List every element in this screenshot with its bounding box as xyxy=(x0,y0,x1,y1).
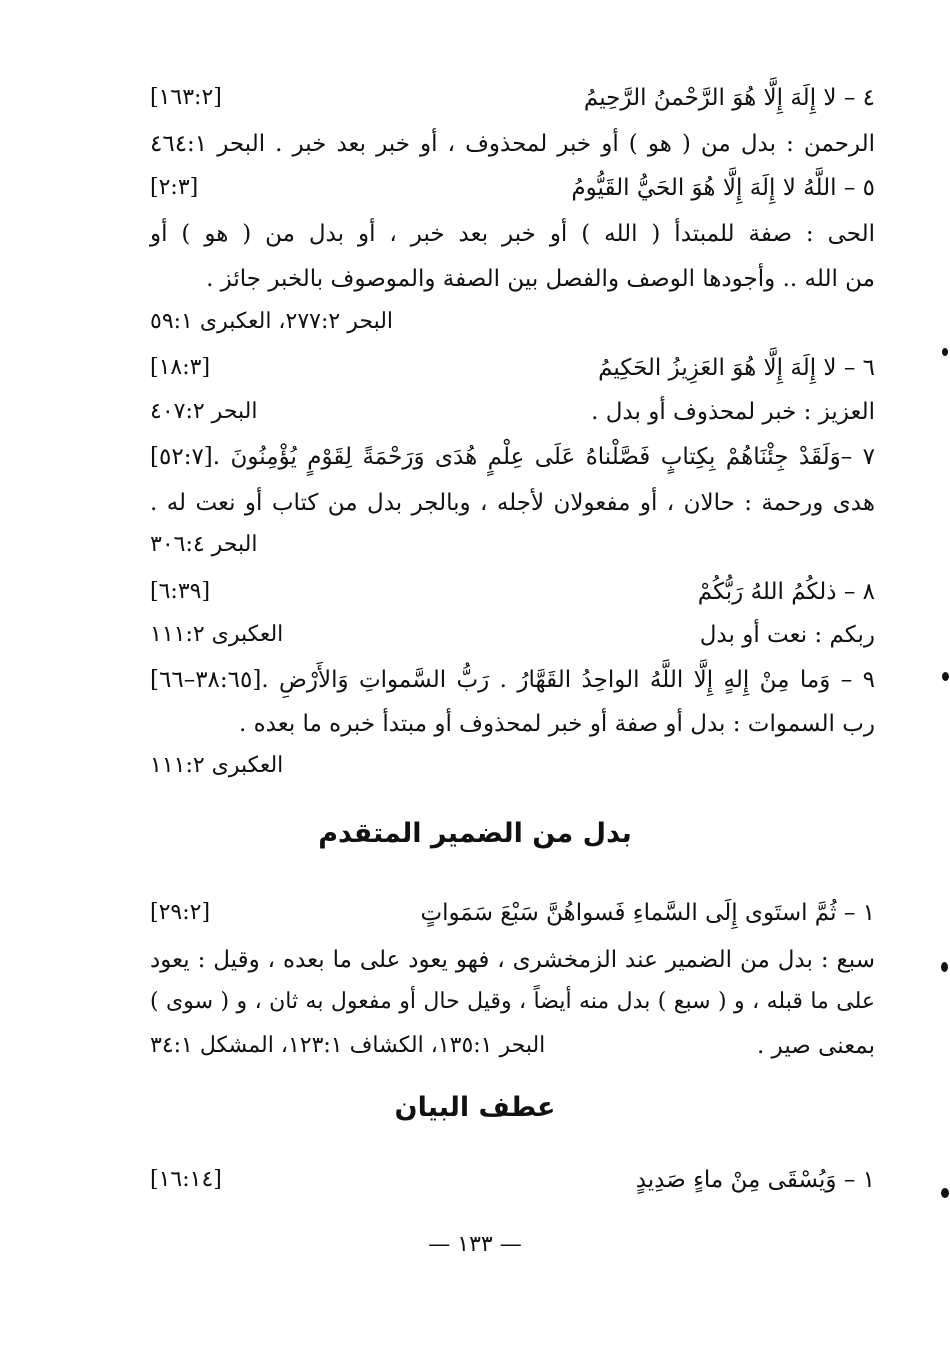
verse-reference: [٢٩:٢] xyxy=(150,900,211,925)
verse-reference: [١٦٣:٢] xyxy=(150,85,222,110)
entry-line xyxy=(150,1160,875,1200)
source-reference: البحر ٢٧٧:٢، العكبرى ٥٩:١ xyxy=(150,309,394,334)
commentary-text: رب السموات : بدل أو صفة أو خبر لمحذوف أو مبتدأ خبره ما بعده . xyxy=(238,711,875,737)
commentary-line xyxy=(150,940,875,980)
source-reference: العكبرى ١١١:٢ xyxy=(150,622,284,647)
entry-line xyxy=(150,893,875,933)
commentary-line xyxy=(150,615,875,655)
verse-reference: [١٦:١٤] xyxy=(150,1167,222,1192)
verse-reference: [١٨:٣] xyxy=(150,355,211,380)
verse-text: ٧ –وَلَقَدْ جِئْنَاهُمْ بِكِتابٍ فَصَّلْناهُ عَلَى عِلْمٍ هُدَى وَرَحْمَةً لِقَوْمٍ يُؤْمِنُونَ .[٥٢:٧] xyxy=(150,444,875,470)
commentary-text: سبع : بدل من الضمير عند الزمخشرى ، فهو يعود على ما بعده ، وقيل : يعود xyxy=(150,947,875,973)
commentary-line xyxy=(150,704,875,744)
commentary-line xyxy=(150,124,875,164)
commentary-line xyxy=(150,392,875,432)
commentary-text: بمعنى صير . xyxy=(757,1033,875,1059)
scan-speck xyxy=(941,1188,949,1198)
source-line xyxy=(150,525,875,565)
commentary-text: العزيز : خبر لمحذوف أو بدل . xyxy=(591,399,875,425)
commentary-line xyxy=(150,214,875,254)
commentary-text: هدى ورحمة : حالان ، أو مفعولان لأجله ، وبالجر بدل من كتاب أو نعت له . xyxy=(150,490,875,516)
source-line xyxy=(150,302,875,342)
scan-speck xyxy=(941,962,948,972)
verse-text: ١ – ثُمَّ استَوى إِلَى السَّماءِ فَسواهُنَّ سَبْعَ سَمَواتٍ xyxy=(420,900,875,926)
verse-reference: [٦:٣٩] xyxy=(150,579,211,604)
entry-line xyxy=(150,572,875,612)
page-number: — ١٣٣ — xyxy=(428,1232,522,1257)
source-reference: البحر ٣٠٦:٤ xyxy=(150,532,258,557)
commentary-text: على ما قبله ، و ( سبع ) بدل منه أيضاً ، وقيل حال أو مفعول به ثان ، و ( سوى ) xyxy=(150,989,875,1014)
source-reference: البحر ٤٠٧:٢ xyxy=(150,399,258,424)
commentary-text: الحى : صفة للمبتدأ ( الله ) أو خبر بعد خبر ، أو بدل من ( هو ) أو xyxy=(150,221,875,247)
commentary-text: الرحمن : بدل من ( هو ) أو خبر لمحذوف ، أو خبر بعد خبر . البحر ٤٦٤:١ xyxy=(150,131,875,157)
commentary-line xyxy=(150,1026,875,1066)
verse-text: ٥ – اللَّهُ لا إِلَهَ إِلَّا هُوَ الحَيُّ القَيُّومُ xyxy=(571,175,875,201)
verse-text: ١ – وَيُسْقَى مِنْ ماءٍ صَدِيدٍ xyxy=(635,1167,875,1193)
section-heading: عطف البيان xyxy=(394,1092,556,1123)
source-reference: البحر ١٣٥:١، الكشاف ١٢٣:١، المشكل ٣٤:١ xyxy=(150,1033,546,1058)
commentary-line xyxy=(150,483,875,523)
verse-text: ٤ – لا إِلَهَ إِلَّا هُوَ الرَّحْمنُ الرَّحِيمُ xyxy=(583,85,875,111)
entry-line xyxy=(150,348,875,388)
verse-reference: [٢:٣] xyxy=(150,175,199,200)
entry-line xyxy=(150,168,875,208)
verse-text: ٨ – ذلكُمُ اللهُ رَبُّكُمْ xyxy=(697,579,875,605)
scan-speck xyxy=(942,348,948,356)
commentary-line xyxy=(150,982,875,1022)
verse-text: ٦ – لا إِلَهَ إِلَّا هُوَ العَزِيزُ الحَكِيمُ xyxy=(598,355,875,381)
verse-text: ٩ – وَما مِنْ إِلهٍ إِلَّا اللَّهُ الواحِدُ القَهَّارُ . رَبُّ السَّمواتِ وَالأَرْضِ .[٣٨:٦٥–٦٦] xyxy=(150,667,875,693)
commentary-text: ربكم : نعت أو بدل xyxy=(699,622,875,648)
source-line xyxy=(150,746,875,786)
entry-line xyxy=(150,437,875,477)
source-reference: العكبرى ١١١:٢ xyxy=(150,753,284,778)
commentary-line xyxy=(150,259,875,299)
commentary-text: من الله .. وأجودها الوصف والفصل بين الصفة والموصوف بالخبر جائز . xyxy=(206,266,875,292)
section-heading: بدل من الضمير المتقدم xyxy=(318,818,632,849)
entry-line xyxy=(150,78,875,118)
scan-speck xyxy=(942,672,949,681)
entry-line xyxy=(150,660,875,700)
